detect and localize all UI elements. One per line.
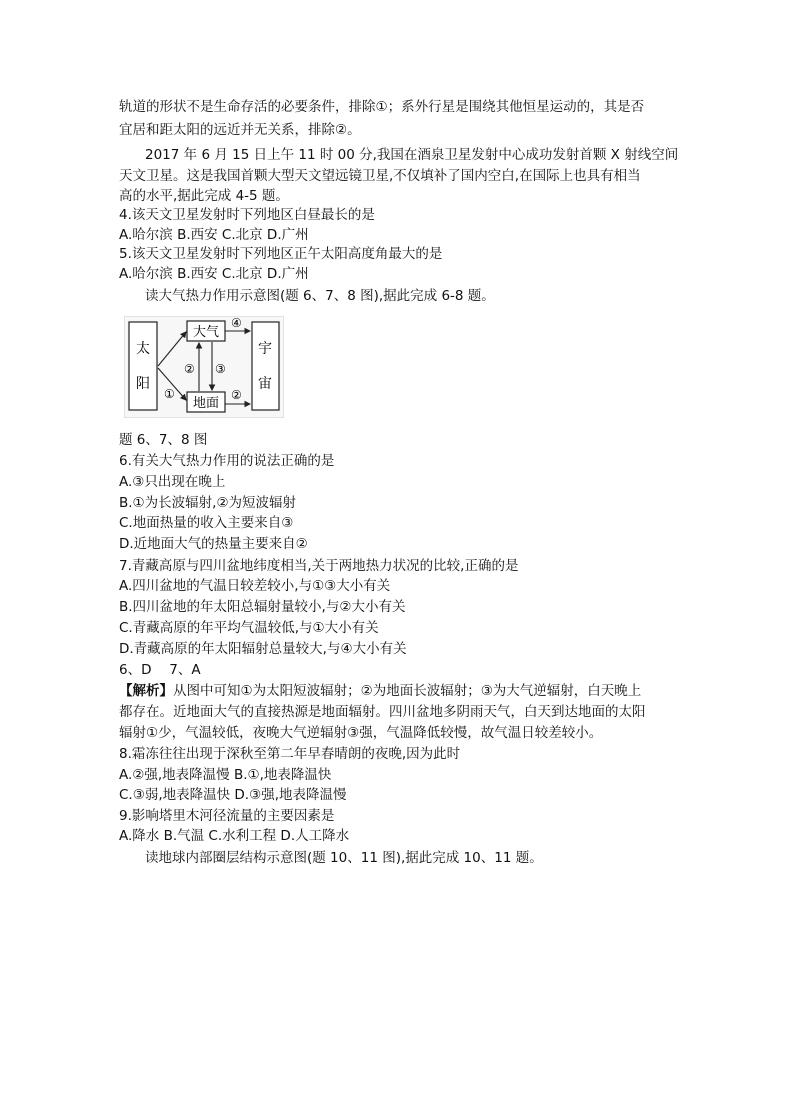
text-line: 宜居和距太阳的远近并无关系，排除②。 — [119, 122, 361, 138]
question-8-options-cd: C.③弱,地表降温快 D.③强,地表降温慢 — [119, 787, 347, 803]
space-box — [252, 322, 279, 410]
label-radiation-3: ③ — [215, 362, 226, 376]
text-line: 2017 年 6 月 15 日上午 11 时 00 分,我国在酒泉卫星发射中心成功发射首颗 X 射线空间 — [145, 147, 679, 163]
analysis-line-2: 都存在。近地面大气的直接热源是地面辐射。四川盆地多阴雨天气，白天到达地面的太阳 — [119, 704, 646, 720]
question-6: 6.有关大气热力作用的说法正确的是 — [119, 453, 335, 469]
question-8-options-ab: A.②强,地表降温慢 B.①,地表降温快 — [119, 767, 332, 783]
text-line: 轨道的形状不是生命存活的必要条件，排除①；系外行星是围绕其他恒星运动的，其是否 — [119, 99, 645, 115]
space-label-1: 宇 — [258, 341, 272, 357]
space-label-2: 宙 — [258, 376, 272, 392]
question-7-option-d: D.青藏高原的年太阳辐射总量较大,与④大小有关 — [119, 641, 407, 657]
intro-10-11: 读地球内部圈层结构示意图(题 10、11 图),据此完成 10、11 题。 — [145, 850, 543, 866]
question-7: 7.青藏高原与四川盆地纬度相当,关于两地热力状况的比较,正确的是 — [119, 558, 519, 574]
sun-label-2: 阳 — [136, 376, 150, 392]
atmosphere-label: 大气 — [192, 325, 220, 340]
analysis-text-1: 从图中可知①为太阳短波辐射；②为地面长波辐射；③为大气逆辐射，白天晚上 — [173, 683, 642, 699]
question-8: 8.霜冻往往出现于深秋至第二年早春晴朗的夜晚,因为此时 — [119, 746, 461, 762]
question-6-option-b: B.①为长波辐射,②为短波辐射 — [119, 495, 297, 511]
sun-box — [129, 322, 157, 410]
atmosphere-heat-diagram — [124, 316, 284, 418]
question-4-options: A.哈尔滨 B.西安 C.北京 D.广州 — [119, 227, 309, 243]
question-4: 4.该天文卫星发射时下列地区白昼最长的是 — [119, 207, 375, 223]
question-5-options: A.哈尔滨 B.西安 C.北京 D.广州 — [119, 266, 309, 282]
question-6-option-d: D.近地面大气的热量主要来自② — [119, 536, 308, 552]
question-5: 5.该天文卫星发射时下列地区正午太阳高度角最大的是 — [119, 246, 443, 262]
label-radiation-2-up: ② — [184, 362, 195, 376]
text-line: 天文卫星。这是我国首颗大型天文望远镜卫星,不仅填补了国内空白,在国际上也具有相当 — [119, 168, 641, 184]
question-7-option-b: B.四川盆地的年太阳总辐射量较小,与②大小有关 — [119, 599, 406, 615]
question-7-option-c: C.青藏高原的年平均气温较低,与①大小有关 — [119, 620, 379, 636]
label-radiation-4: ④ — [231, 316, 242, 330]
question-9-options: A.降水 B.气温 C.水利工程 D.人工降水 — [119, 828, 350, 844]
figure-caption: 题 6、7、8 图 — [119, 432, 208, 448]
label-radiation-1: ① — [164, 387, 175, 401]
intro-6-8: 读大气热力作用示意图(题 6、7、8 图),据此完成 6-8 题。 — [145, 288, 495, 304]
question-7-option-a: A.四川盆地的气温日较差较小,与①③大小有关 — [119, 578, 391, 594]
question-6-option-c: C.地面热量的收入主要来自③ — [119, 515, 294, 531]
text-line: 高的水平,据此完成 4-5 题。 — [119, 188, 289, 204]
question-6-option-a: A.③只出现在晚上 — [119, 474, 226, 490]
question-9: 9.影响塔里木河径流量的主要因素是 — [119, 808, 335, 824]
ground-label: 地面 — [192, 396, 220, 411]
sun-label-1: 太 — [136, 341, 150, 357]
label-radiation-2-out: ② — [231, 388, 242, 402]
answers: 6、D 7、A — [119, 662, 201, 678]
analysis-line-3: 辐射①少，气温较低，夜晚大气逆辐射③强，气温降低较慢，故气温日较差较小。 — [119, 725, 603, 741]
analysis-line-1 — [119, 681, 641, 701]
analysis-tag: 【解析】 — [119, 683, 173, 699]
